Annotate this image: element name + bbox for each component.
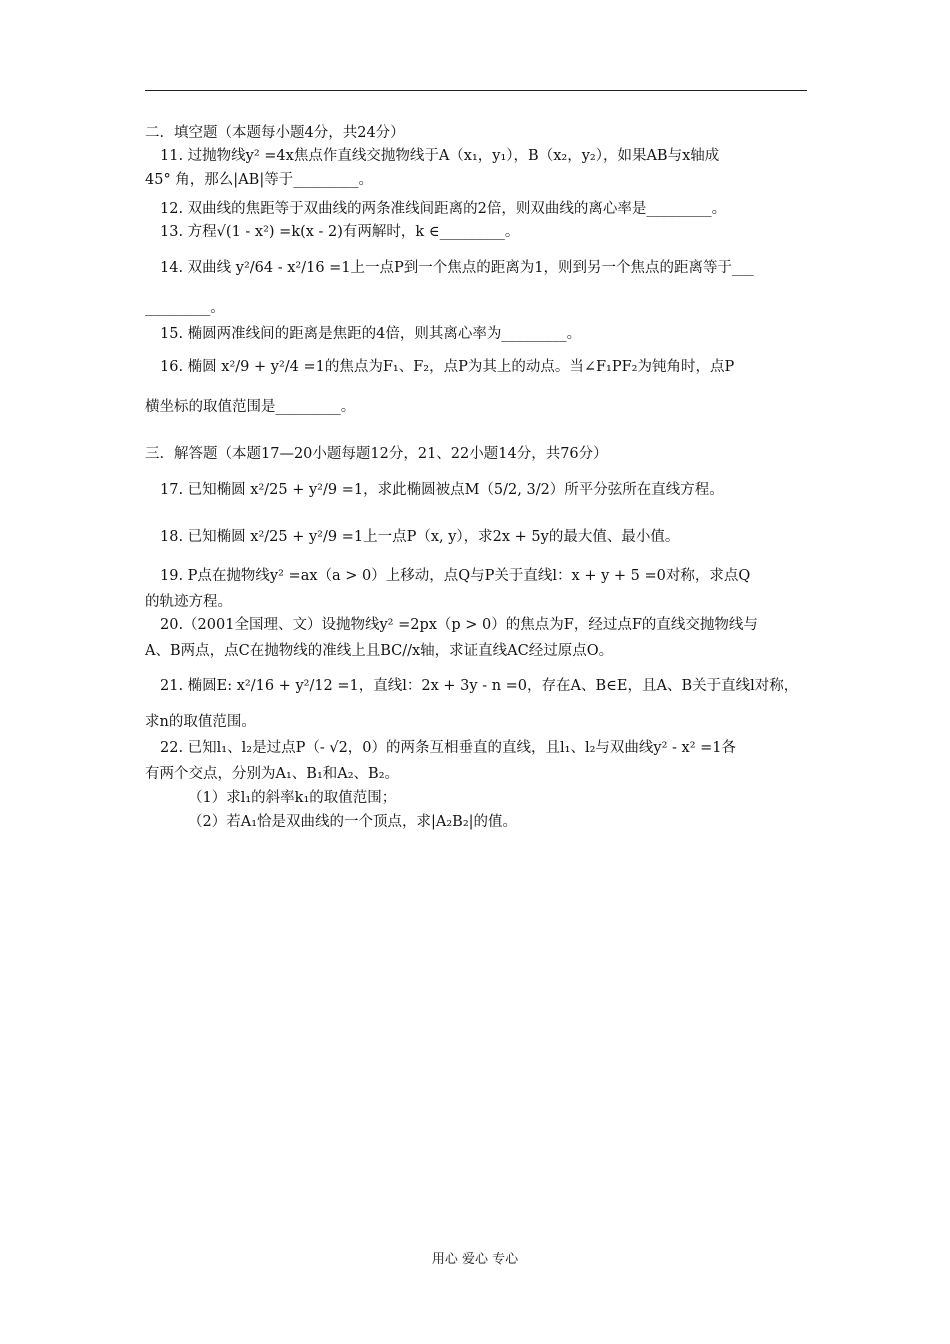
q14-line1: 14. 双曲线 y²/64 - x²/16 =1上一点P到一个焦点的距离为1，则到另一个焦点的距离等于___ [160,260,754,276]
q20-line2: A、B两点，点C在抛物线的准线上且BC//x轴，求证直线AC经过原点O。 [145,643,614,659]
page-footer: 用心 爱心 专心 [431,1252,519,1267]
section2-heading: 二．填空题（本题每小题4分，共24分） [145,125,405,141]
q15-line1: 15. 椭圆两准线间的距离是焦距的4倍，则其离心率为_________。 [160,326,582,342]
q14-line2: _________。 [145,300,225,316]
q12-line1: 12. 双曲线的焦距等于双曲线的两条准线间距离的2倍，则双曲线的离心率是_________。 [160,201,727,217]
q13-line1: 13. 方程√(1 - x²) =k(x - 2)有两解时，k ∈_________。 [160,224,520,240]
q17-line1: 17. 已知椭圆 x²/25 + y²/9 =1，求此椭圆被点M（5/2, 3/2）所平分弦所在直线方程。 [160,482,724,498]
q16-line2: 横坐标的取值范围是_________。 [145,399,356,415]
q21-line1: 21. 椭圆E: x²/16 + y²/12 =1，直线l：2x + 3y - n =0，存在A、B∈E，且A、B关于直线l对称， [160,678,799,694]
q11-line1: 11. 过抛物线y² =4x焦点作直线交抛物线于A（x₁，y₁），B（x₂，y₂），如果AB与x轴成 [160,148,720,164]
q11-line2: 45° 角，那么|AB|等于_________。 [145,172,373,188]
q16-line1: 16. 椭圆 x²/9 + y²/4 =1的焦点为F₁、F₂，点P为其上的动点。当∠F₁PF₂为钝角时，点P [160,359,735,375]
q22-line1: 22. 已知l₁、l₂是过点P（- √2，0）的两条互相垂直的直线，且l₁、l₂与双曲线y² - x² =1各 [160,740,737,756]
q19-line1: 19. P点在抛物线y² =ax（a > 0）上移动，点Q与P关于直线l：x + y + 5 =0对称，求点Q [160,568,751,584]
q18-line1: 18. 已知椭圆 x²/25 + y²/9 =1上一点P（x, y），求2x + 5y的最大值、最小值。 [160,529,680,545]
q21-line2: 求n的取值范围。 [145,714,256,730]
header-rule [145,90,807,91]
q22-line2: 有两个交点，分别为A₁、B₁和A₂、B₂。 [145,766,400,782]
q20-line1: 20.（2001全国理、文）设抛物线y² =2px（p > 0）的焦点为F，经过点F的直线交抛物线与 [160,617,758,633]
q19-line2: 的轨迹方程。 [145,594,232,610]
q22-sub2: （2）若A₁恰是双曲线的一个顶点，求|A₂B₂|的值。 [188,814,518,830]
section3-heading: 三．解答题（本题17—20小题每题12分，21、22小题14分，共76分） [145,446,608,462]
q22-sub1: （1）求l₁的斜率k₁的取值范围； [188,790,397,806]
